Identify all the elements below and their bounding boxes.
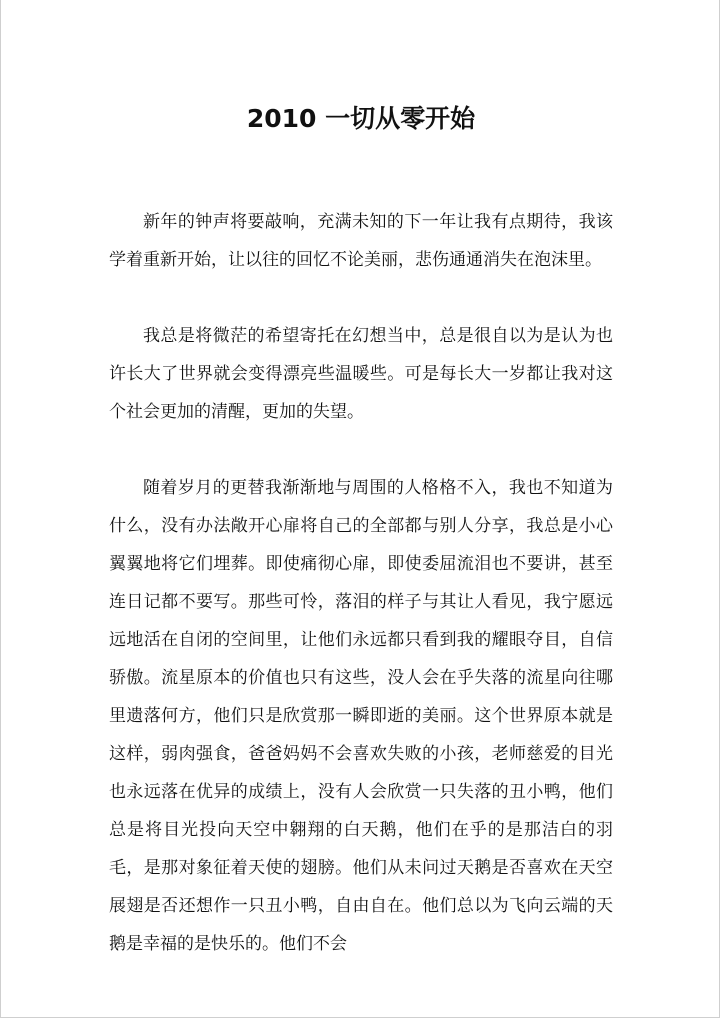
paragraph-1: 新年的钟声将要敲响，充满未知的下一年让我有点期待，我该学着重新开始，让以往的回忆不论美丽，悲伤通通消失在泡沫里。 [109, 212, 613, 270]
document-body [109, 203, 613, 1001]
document-title: 2010 一切从零开始 [246, 104, 476, 133]
paragraph-3: 随着岁月的更替我渐渐地与周围的人格格不入，我也不知道为什么，没有办法敞开心扉将自己的全部都与别人分享，我总是小心翼翼地将它们埋葬。即使痛彻心扉，即使委屈流泪也不要讲，甚至连日记都不要写。那些可怜，落泪的样子与其让人看见，我宁愿远远地活在自闭的空间里，让他们永远都只看到我的耀眼夺目，自信骄傲。流星原本的价值也只有这些，没人会在乎失落的流星向往哪里遗落何方，他们只是欣赏那一瞬即逝的美丽。这个世界原本就是这样，弱肉强食，爸爸妈妈不会喜欢失败的小孩，老师慈爱的目光也永远落在优异的成绩上，没有人会欣赏一只失落的丑小鸭，他们总是将目光投向天空中翱翔的白天鹅，他们在乎的是那洁白的羽毛，是那对象征着天使的翅膀。他们从未问过天鹅是否喜欢在天空展翅是否还想作一只丑小鸭，自由自在。他们总以为飞向云端的天鹅是幸福的是快乐的。他们不会 [109, 478, 613, 954]
paragraph-2: 我总是将微茫的希望寄托在幻想当中，总是很自以为是认为也许长大了世界就会变得漂亮些温暖些。可是每长大一岁都让我对这个社会更加的清醒，更加的失望。 [109, 326, 613, 422]
